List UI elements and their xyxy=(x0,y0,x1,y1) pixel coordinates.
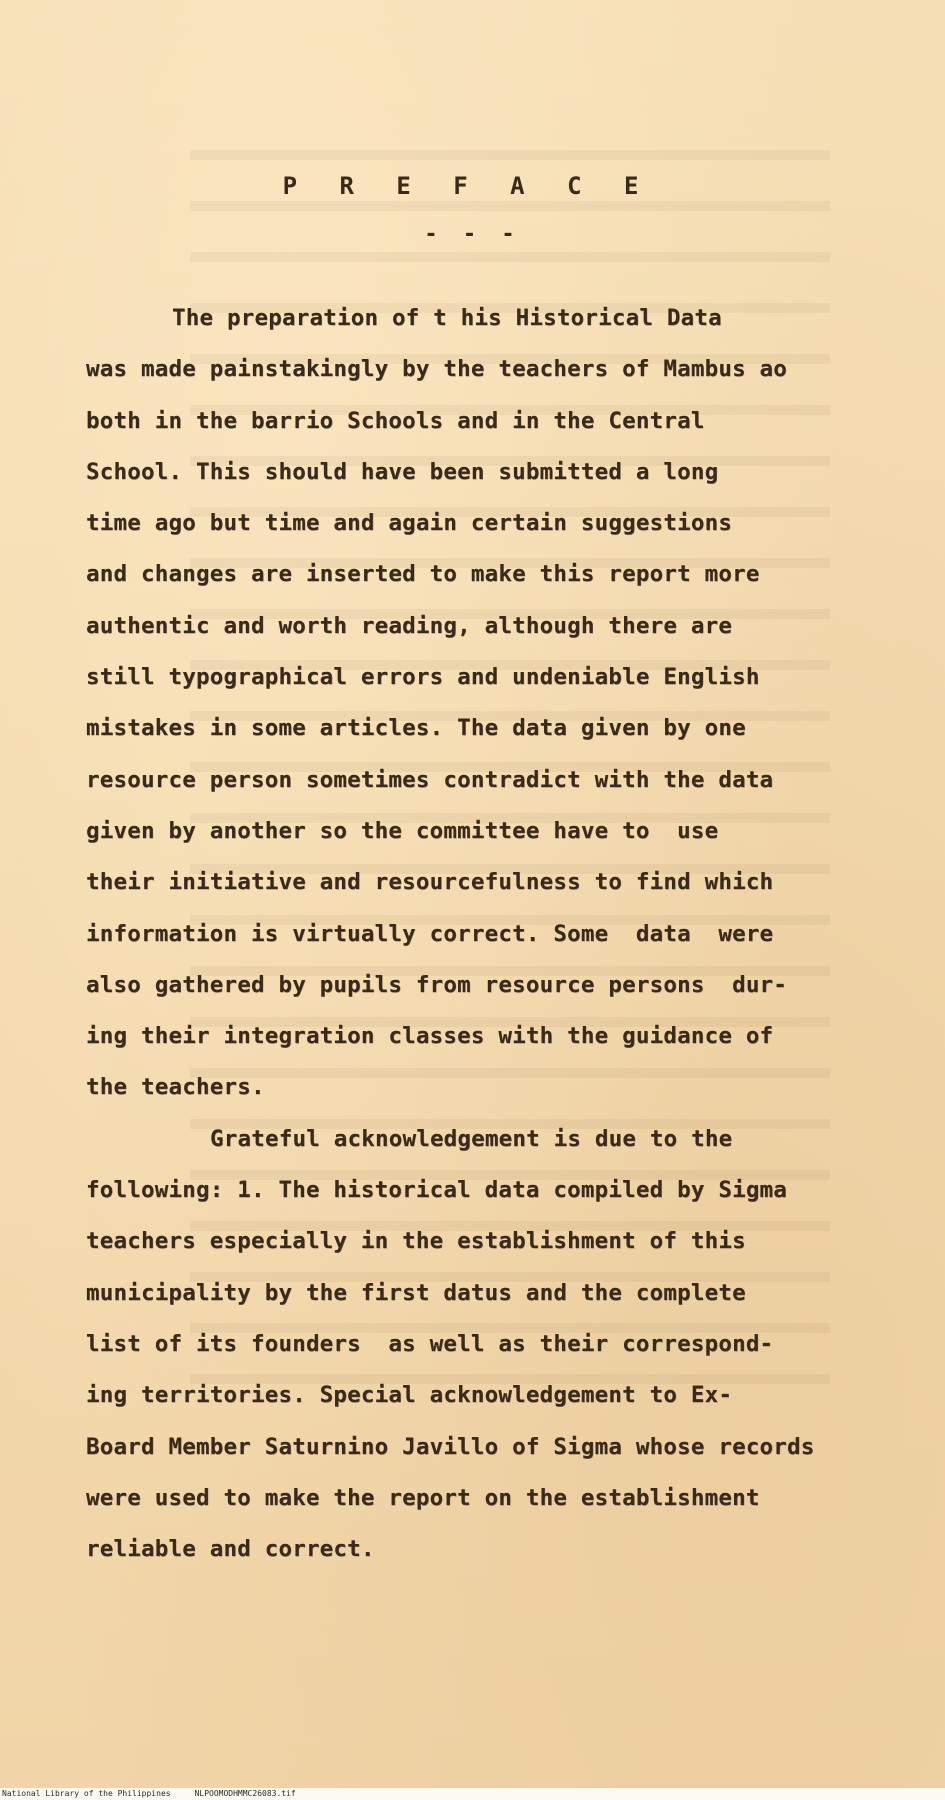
text-line: still typographical errors and undeniable English xyxy=(86,664,760,691)
text-line: was made painstakingly by the teachers of Mambus ao xyxy=(86,356,788,383)
text-line: both in the barrio Schools and in the Central xyxy=(86,407,705,434)
title-underline: - - - xyxy=(424,222,521,247)
text-line: also gathered by pupils from resource persons dur- xyxy=(86,971,788,998)
text-line: the teachers. xyxy=(86,1074,265,1101)
text-line: ing territories. Special acknowledgement to Ex- xyxy=(86,1382,733,1409)
text-line: following: 1. The historical data compiled by Sigma xyxy=(86,1177,788,1204)
text-line: Board Member Saturnino Javillo of Sigma whose records xyxy=(86,1433,815,1460)
text-line: teachers especially in the establishment of this xyxy=(86,1228,746,1255)
text-line: authentic and worth reading, although there are xyxy=(86,612,733,639)
text-line: information is virtually correct. Some data were xyxy=(86,920,774,947)
text-line: School. This should have been submitted a long xyxy=(86,458,719,485)
footer-institution: National Library of the Philippines xyxy=(2,1789,171,1798)
text-line: municipality by the first datus and the complete xyxy=(86,1279,746,1306)
footer-file-id: NLPOOMODHMMC26083.tif xyxy=(194,1789,296,1798)
page-title: P R E F A C E xyxy=(282,172,653,200)
text-line: resource person sometimes contradict with the data xyxy=(86,766,774,793)
text-line: Grateful acknowledgement is due to the xyxy=(210,1125,733,1152)
text-line: reliable and correct. xyxy=(86,1536,375,1563)
text-line: their initiative and resourcefulness to find which xyxy=(86,869,774,896)
text-line: The preparation of t his Historical Data xyxy=(172,305,722,331)
text-line: ing their integration classes with the guidance of xyxy=(86,1023,774,1050)
preface-body xyxy=(86,293,876,1575)
text-line: and changes are inserted to make this report more xyxy=(86,561,760,588)
text-line: time ago but time and again certain suggestions xyxy=(86,510,733,537)
text-line: list of its founders as well as their correspond- xyxy=(86,1330,774,1357)
text-line: mistakes in some articles. The data given by one xyxy=(86,715,746,742)
archive-footer xyxy=(0,1788,945,1800)
text-line: given by another so the committee have to use xyxy=(86,817,719,844)
text-line: were used to make the report on the establishment xyxy=(86,1484,760,1511)
